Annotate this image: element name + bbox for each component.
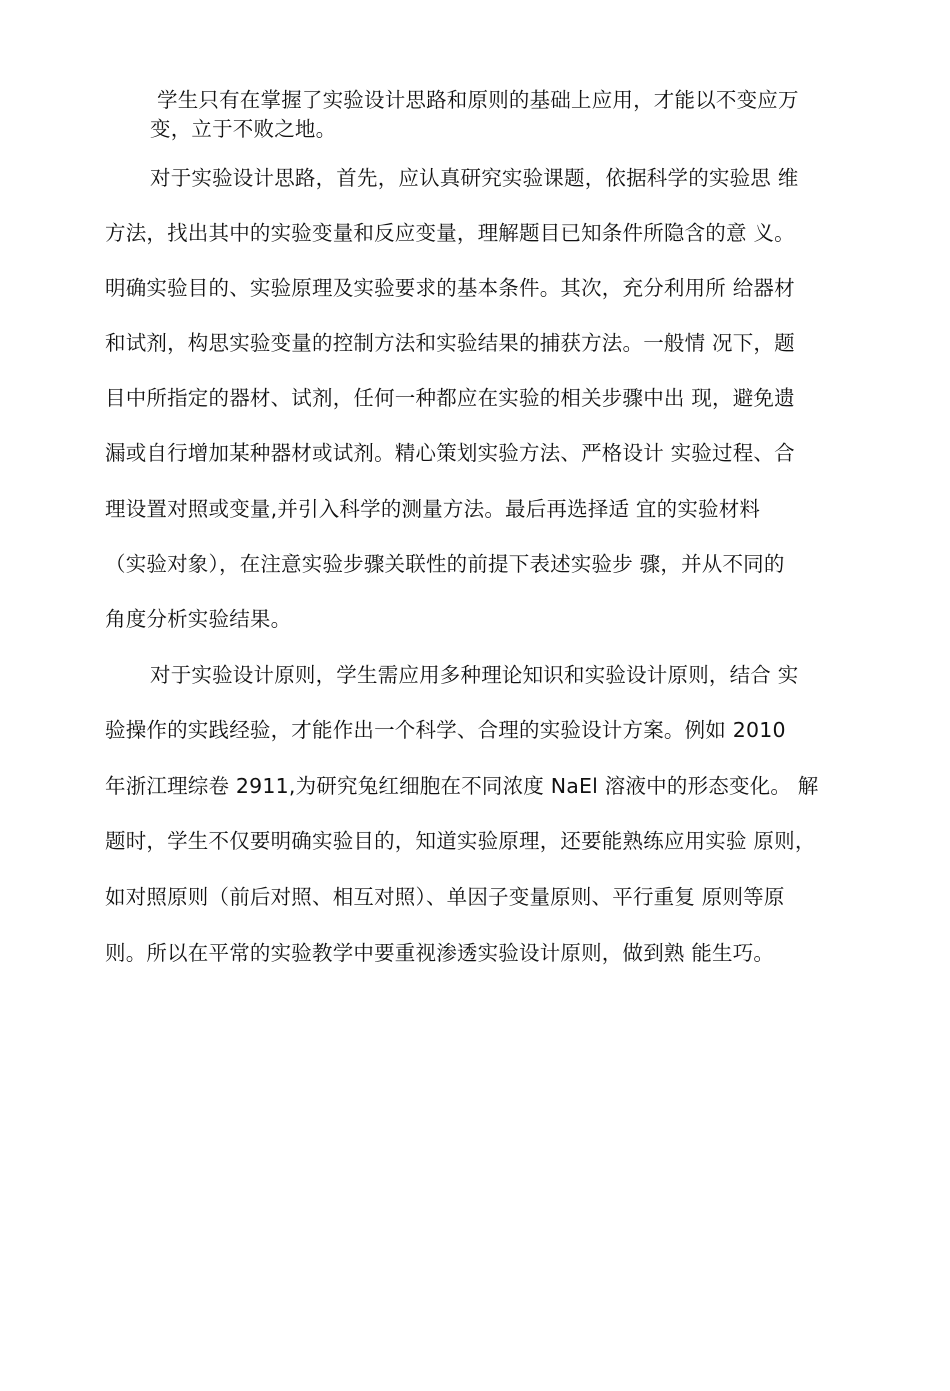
paragraph-intro-line-1: 学生只有在掌握了实验设计思路和原则的基础上应用，才能以不变应万: [157, 88, 799, 112]
paragraph-design-principles-line-3: 年浙江理综卷 2911,为研究兔红细胞在不同浓度 NaEl 溶液中的形态变化。 解: [105, 774, 819, 798]
paragraph-design-approach-line-3: 明确实验目的、实验原理及实验要求的基本条件。其次，充分利用所 给器材: [105, 276, 795, 300]
paragraph-design-approach-line-4: 和试剂，构思实验变量的控制方法和实验结果的捕获方法。一般情 况下，题: [105, 331, 795, 355]
paragraph-design-principles-line-1: 对于实验设计原则，学生需应用多种理论知识和实验设计原则，结合 实: [150, 663, 799, 687]
paragraph-design-approach-line-5: 目中所指定的器材、试剂，任何一种都应在实验的相关步骤中出 现，避免遗: [105, 386, 795, 410]
paragraph-design-approach-line-9: 角度分析实验结果。: [105, 607, 292, 631]
paragraph-design-principles-line-6: 则。所以在平常的实验教学中要重视渗透实验设计原则，做到熟 能生巧。: [105, 941, 775, 965]
paragraph-design-approach-line-1: 对于实验设计思路，首先，应认真研究实验课题，依据科学的实验思 维: [150, 166, 799, 190]
paragraph-design-approach-line-6: 漏或自行增加某种器材或试剂。精心策划实验方法、严格设计 实验过程、合: [105, 441, 795, 465]
paragraph-design-principles-line-5: 如对照原则（前后对照、相互对照）、单因子变量原则、平行重复 原则等原: [105, 885, 785, 909]
paragraph-design-principles-line-2: 验操作的实践经验，才能作出一个科学、合理的实验设计方案。例如 2010: [105, 718, 786, 742]
paragraph-design-approach-line-2: 方法，找出其中的实验变量和反应变量，理解题目已知条件所隐含的意 义。: [105, 221, 795, 245]
paragraph-design-approach-line-7: 理设置对照或变量,并引入科学的测量方法。最后再选择适 宜的实验材料: [105, 497, 761, 521]
paragraph-intro-line-2: 变，立于不败之地。: [150, 117, 337, 141]
paragraph-design-principles-line-4: 题时，学生不仅要明确实验目的，知道实验原理，还要能熟练应用实验 原则，: [105, 829, 816, 853]
paragraph-design-approach-line-8: （实验对象），在注意实验步骤关联性的前提下表述实验步 骤，并从不同的: [105, 552, 785, 576]
